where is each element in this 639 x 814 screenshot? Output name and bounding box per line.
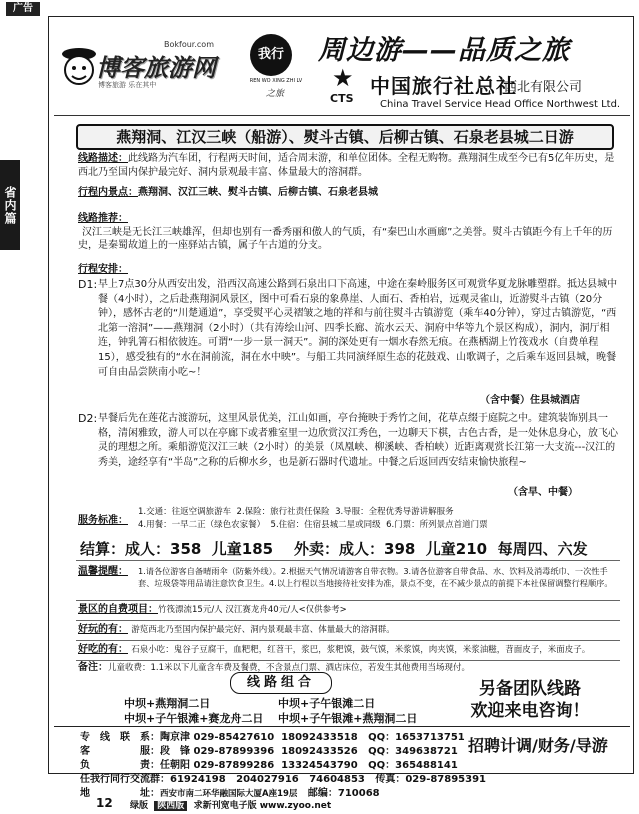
fees-text: 竹筏漂流15元/人 汉江赛龙舟40元/人<仅供参考> <box>158 605 347 615</box>
route-combo-pill: 线路组合 <box>230 672 332 694</box>
route-combo-item: 中坝+燕翔洞二日 <box>124 697 211 710</box>
divider <box>54 726 630 727</box>
contact-mobile: 13324543790 <box>281 760 358 771</box>
fax-label: 传真： <box>375 774 406 785</box>
renwoxing-logo-sub2: 之旅 <box>266 89 285 99</box>
contact-mobile: 18092433526 <box>281 746 358 757</box>
headline: 周边游——品质之旅 <box>318 35 570 66</box>
cts-abbr: CTS <box>330 92 354 105</box>
contact-row <box>80 745 486 759</box>
day2-meal: （含早、中餐） <box>508 487 578 498</box>
notice-label: 温馨提醒： <box>78 566 128 577</box>
fax-number: 029-87895391 <box>405 774 487 785</box>
sights-label: 行程内景点： <box>78 187 138 198</box>
contact-label: 负 责： <box>80 760 160 771</box>
settle-adult-price: 358 <box>170 540 202 558</box>
sell-child-price: 210 <box>455 540 488 558</box>
contact-phone: 029-87899396 <box>193 746 275 757</box>
fun-text: 游览西北乃至国内保护最完好、洞内景观最丰富、体量最大的溶洞群。 <box>131 625 395 635</box>
address-label: 地 址： <box>80 788 160 799</box>
day2-text: 早餐后先在莲花古渡游玩，这里风景优美，江山如画，亭台掩映于秀竹之间，花草点缀于庭院之中。建筑装饰别具一格，清闲雅致，游人可以在亭廊下或者雅室里一边欣赏汉江秀色，一边聊天下棋，古色古香，是一处休息身心，放飞心灵的理想之所。乘船游览汉江三峡（2小时）的美景（凤凰峡、柳溪峡、香柏峡）近距离观赏长江第一大支流---汉江的秀美，途经享有“半岛”之称的后柳水乡，也是新石器时代遗址。中餐之后返回西安结束愉快旅程~ <box>98 413 618 468</box>
cts-company-name: 中国旅行社总社 <box>370 74 517 98</box>
contact-phone: 029-85427610 <box>193 732 275 743</box>
tour-title: 燕翔洞、江汉三峡（船游）、熨斗古镇、后柳古镇、石泉老县城二日游 <box>76 124 614 150</box>
mascot-icon <box>60 44 98 90</box>
boke-logo-name: 博客旅游网 <box>96 54 216 82</box>
cts-company-suffix: 西北有限公司 <box>504 80 583 95</box>
address-text: 西安市南二环华融国际大厦A座19层 <box>160 789 298 799</box>
recruit-text: 招聘计调/财务/导游 <box>468 736 608 755</box>
divider <box>76 600 620 601</box>
food-label: 好吃的有： <box>78 644 128 655</box>
divider <box>76 560 620 561</box>
contact-qq-label: QQ： <box>368 732 396 743</box>
contact-qq: 1653713751 <box>395 732 465 743</box>
contact-label: 专 线 联 系： <box>80 732 160 743</box>
contact-list <box>80 731 486 801</box>
contact-qq: 349638721 <box>395 746 458 757</box>
day1-label: D1: <box>78 278 98 291</box>
day1-meal: （含中餐）住县城酒店 <box>480 395 580 406</box>
food-text: 石泉小吃：鬼谷子豆腐干，血粑粑，红苕干，浆巴，浆粑馍，鼓气馍，米浆馍，肉夹馍，米浆油糍，苕面皮子，米面皮子。 <box>131 645 591 655</box>
fees-label: 景区的自费项目： <box>78 604 158 615</box>
route-recommend-label: 线路推荐： <box>78 213 128 224</box>
star-icon: ★ <box>332 64 354 92</box>
sell-adult-price: 398 <box>384 540 416 558</box>
route-combos <box>124 696 424 726</box>
service-item: 4.用餐：一早二正（绿色农家餐） <box>138 520 266 530</box>
footer-paper: 陕西版 <box>154 801 187 811</box>
fees <box>78 603 618 618</box>
section-sidebar-label: 省内篇 <box>0 160 20 250</box>
divider <box>76 620 620 621</box>
service-items <box>138 506 618 532</box>
contact-row <box>80 731 486 745</box>
contact-qq-label: QQ： <box>368 746 396 757</box>
price-bar <box>80 538 588 559</box>
contact-phone: 029-87899286 <box>193 760 275 771</box>
service-item: 3.导服：全程优秀导游讲解服务 <box>335 507 454 517</box>
contact-qq: 365488141 <box>395 760 458 771</box>
sell-label: 外卖：成人： <box>294 540 385 558</box>
boke-logo-slogan: 博客旅游 乐在其中 <box>98 81 157 89</box>
contact-label: 客 服： <box>80 746 160 757</box>
settle-label: 结算：成人： <box>80 540 171 558</box>
divider <box>76 640 620 641</box>
sights <box>78 186 618 200</box>
agency-label: 任我行同行交流群： <box>80 774 170 785</box>
cts-company-english: China Travel Service Head Office Northwest Ltd. <box>380 99 621 110</box>
note-text: 儿童收费：1.1米以下儿童含车费及餐费，不含景点门票、酒店床位，若发生其他费用当场现付。 <box>108 663 471 673</box>
contact-name: 任朝阳 <box>160 760 190 771</box>
zip-label: 邮编： <box>307 788 338 799</box>
route-combo-item: 中坝+子午银滩+赛龙舟二日 <box>124 712 264 725</box>
fun <box>78 623 618 638</box>
route-description-text: 此线路为汽车团，行程两天时间，适合周末游，和单位团体。全程无购物。燕翔洞生成至今已有5亿年历史，是西北乃至国内保护最完好、洞内景观最丰富、体量最大的溶洞群。 <box>78 153 615 178</box>
renwoxing-logo <box>246 34 306 106</box>
contact-name: 陶京津 <box>160 732 190 743</box>
promo-line: 另备团队线路 <box>479 679 581 699</box>
footer <box>130 798 331 811</box>
contact-name: 段 锋 <box>160 746 190 757</box>
note <box>78 661 618 676</box>
service-item: 5.住宿：住宿县城二星或同级 <box>270 520 381 530</box>
footer-text: 求新刊宽电子版 www.zyoo.net <box>193 801 332 811</box>
boke-logo <box>60 40 230 100</box>
boke-logo-url: Bokfour.com <box>164 40 214 49</box>
day2-label: D2: <box>78 412 98 425</box>
settle-child-label: 儿童 <box>211 540 242 558</box>
route-description <box>78 152 618 179</box>
route-combo-item: 中坝+子午银滩+燕翔洞二日 <box>278 712 418 725</box>
renwoxing-logo-sub: REN WO XING ZHI LV <box>249 78 303 84</box>
service-item: 1.交通：往返空调旅游车 <box>138 507 232 517</box>
contact-qq-label: QQ： <box>368 760 396 771</box>
service-item: 2.保险：旅行社责任保险 <box>236 507 330 517</box>
notice-text: 1.请各位游客自备晴雨伞（防紫外线）。2.根据天气情况请游客自带衣物。3.请各位游客自带食品、水、饮料及消毒纸巾、一次性手套、垃圾袋等用品请注意饮食卫生。4.以上行程以当地接待社安排为准，景点不变，在不减少景点的前提下本社保留调整行程顺序。 <box>138 566 613 588</box>
service-item: 6.门票：所列景点首道门票 <box>386 520 488 530</box>
renwoxing-logo-mark: 我行 <box>250 34 292 76</box>
footer-edition: 绿版 <box>130 801 149 811</box>
fun-label: 好玩的有： <box>78 624 128 635</box>
service-label: 服务标准： <box>78 515 128 526</box>
departure-days: 每周四、六发 <box>497 540 588 558</box>
settle-child-price: 185 <box>241 540 274 558</box>
page-number: 12 <box>96 796 113 810</box>
cts-logo <box>330 64 358 108</box>
note-label: 备注： <box>78 662 108 673</box>
agency-group: 61924198 <box>170 774 226 785</box>
agency-group: 204027916 <box>236 774 299 785</box>
day1-text: 早上7点30分从西安出发，沿西汉高速公路到石泉出口下高速，中途在秦岭服务区可观赏华夏龙脉雕塑群。抵达县城中餐（4小时），之后赴燕翔洞风景区，图中可看石泉的象鼻崖、人面石、香柏岩，远观灵雀山，近游熨斗古镇（20分钟），感怀古老的“川楚通道”，享受熨平心灵褶皱之地的祥和与前往熨斗古镇游览（乘车40分钟），穿过古镇游览，“西北第一溶洞”——燕翔洞（2小时）（共有涛绘山河、四季长廊、流水云天、洞府中华等九个景区构成），洞内，洞厅相连，钟乳箐石相依彼连。可谓“一步一景一洞天”。洞的深处更有一烟水春然无痕。在燕栖湖上竹筏戏水（自费单程15），感受独有的“水在洞前流，洞在水中映”。与船工共同演绎原生态的花鼓戏、山歌调子，之后乘车返回县城，晚餐可自由品尝陕南小吃~！ <box>98 279 618 378</box>
contact-mobile: 18092433518 <box>281 732 358 743</box>
ad-label: 广告 <box>6 2 40 16</box>
agency-group: 74604853 <box>309 774 365 785</box>
route-description-label: 线路描述： <box>78 153 128 164</box>
route-combo-item: 中坝+子午银滩二日 <box>278 697 376 710</box>
contact-row <box>80 759 486 773</box>
sell-child-label: 儿童 <box>425 540 456 558</box>
agency-row <box>80 773 486 787</box>
food <box>78 643 618 658</box>
promo-line: 欢迎来电咨询！ <box>470 701 590 721</box>
sights-text: 燕翔洞、汉江三峡、熨斗古镇、后柳古镇、石泉老县城 <box>138 187 378 198</box>
schedule-label: 行程安排： <box>78 264 128 275</box>
zip-code: 710068 <box>337 788 380 799</box>
route-recommend-text: 汉江三峡是无长江三峡雄浑，但却也别有一番秀丽和傲人的气质，有“秦巴山水画廊”之美誉。熨斗古镇距今有上千年的历史，是秦蜀故道上的一座驿站古镇，属子午古道的分支。 <box>78 226 613 251</box>
route-recommend <box>78 212 618 253</box>
promo <box>440 678 620 722</box>
header-divider <box>54 115 630 116</box>
